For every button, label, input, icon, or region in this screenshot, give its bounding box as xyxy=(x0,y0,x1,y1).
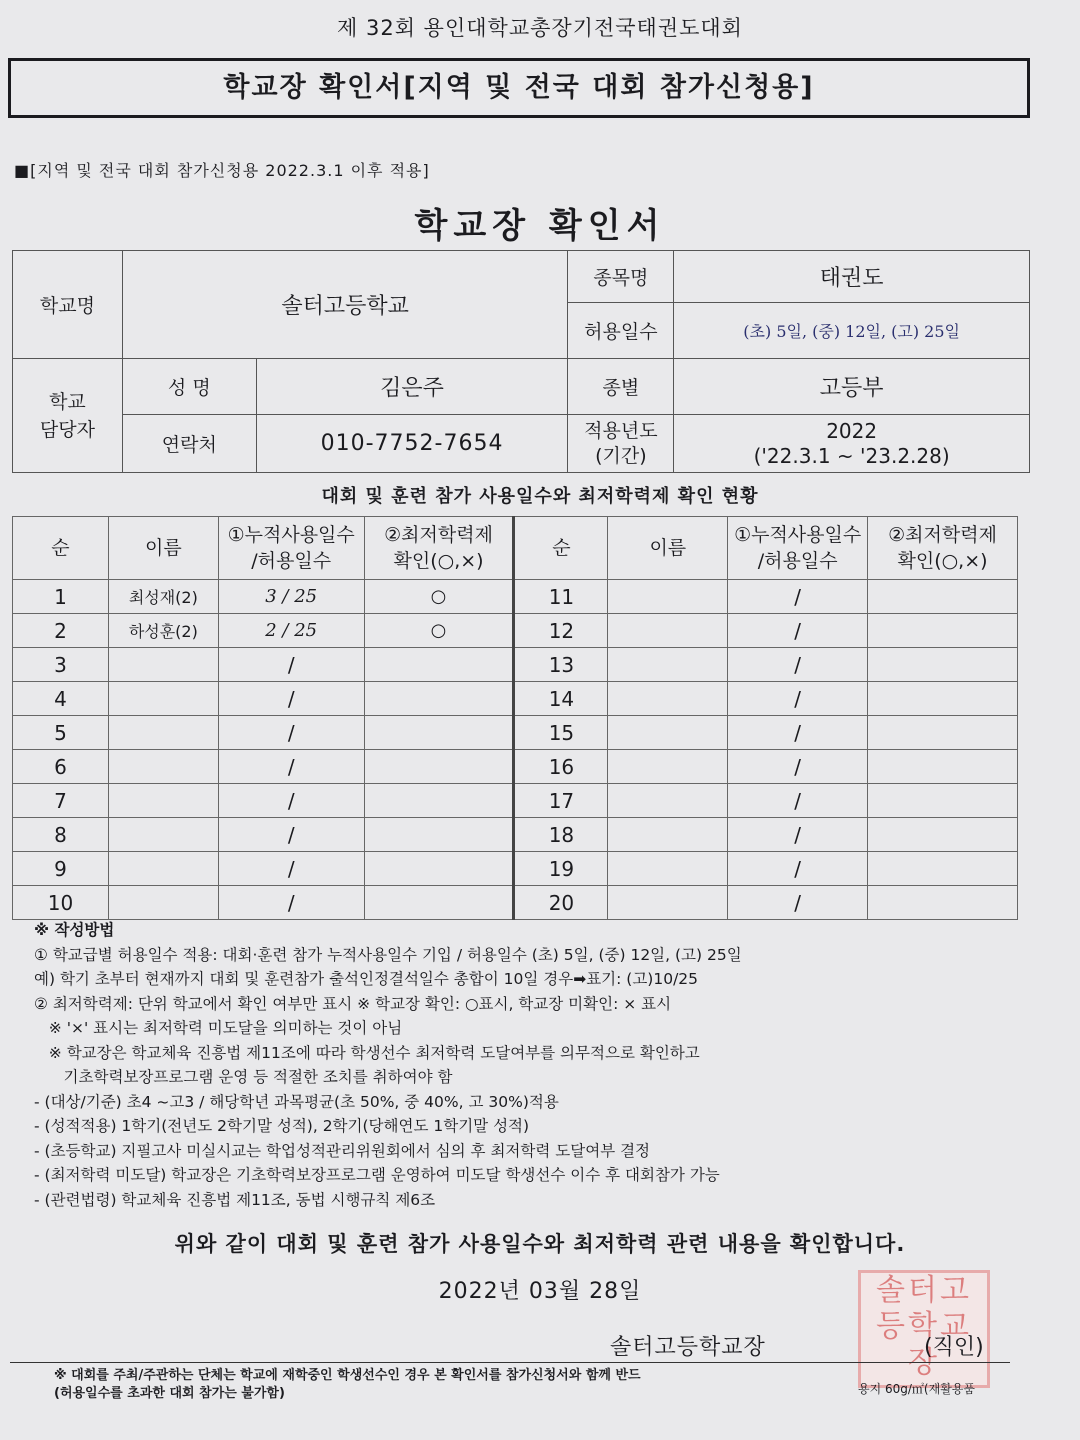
header-name: 이름 xyxy=(108,517,218,580)
footer-line: ※ 대회를 주최/주관하는 단체는 학교에 재학중인 학생선수인 경우 본 확인서를 참가신청서와 함께 반드 xyxy=(54,1368,641,1383)
issue-date: 2022년 03월 28일 xyxy=(438,1279,642,1304)
instruction-line: - (성적적용) 1학기(전년도 2학기말 성적), 2학기(당해연도 1학기말 성적) xyxy=(34,1117,530,1135)
school-value: 솔터고등학교 xyxy=(122,251,568,359)
footer-line: (허용일수를 초과한 대회 참가는 불가함) xyxy=(54,1386,285,1401)
header-no: 순 xyxy=(13,517,109,580)
table-row: 4 / 14 / xyxy=(13,682,1018,716)
table-row: 8 / 18 / xyxy=(13,818,1018,852)
header-no: 순 xyxy=(514,517,608,580)
instruction-line: 예) 학기 초부터 현재까지 대회 및 훈련참가 출석인정결석일수 총합이 10일 경우➡표기: (고)10/25 xyxy=(34,970,699,988)
instruction-line: - (대상/기준) 초4 ~고3 / 해당학년 과목평균(초 50%, 중 40%, 고 30%)적용 xyxy=(34,1092,559,1111)
section-title: 대회 및 훈련 참가 사용일수와 최저학력제 확인 현황 xyxy=(321,486,759,507)
info-table xyxy=(12,250,1030,473)
header-days: ①누적사용일수 /허용일수 xyxy=(728,517,868,580)
table-row: 10 / 20 / xyxy=(13,886,1018,920)
seal-chars: 솔터고등학교장 xyxy=(876,1273,972,1380)
instruction-line: ① 학교급별 허용일수 적용: 대회·훈련 참가 누적사용일수 기입 / 허용일수 (초) 5일, (중) 12일, (고) 25일 xyxy=(34,945,742,964)
year-label: 적용년도 (기간) xyxy=(568,415,674,473)
header-days: ①누적사용일수 /허용일수 xyxy=(218,517,364,580)
instruction-heading: ※ 작성방법 xyxy=(34,921,115,939)
instruction-line: ※ '×' 표시는 최저학력 미도달을 의미하는 것이 아님 xyxy=(34,1019,403,1037)
table-row: 6 / 16 / xyxy=(13,750,1018,784)
year-value: 2022 ('22.3.1 ~ '23.2.28) xyxy=(674,415,1030,473)
instruction-line: - (관련법령) 학교체육 진흥법 제11조, 동법 시행규칙 제6조 xyxy=(34,1190,436,1209)
division-value: 고등부 xyxy=(674,359,1030,415)
name-value: 김은주 xyxy=(256,359,568,415)
allowed-days-label: 허용일수 xyxy=(568,303,674,359)
contact-label: 연락처 xyxy=(122,415,256,473)
instruction-line: 기초학력보장프로그램 운영 등 적절한 조치를 취하여야 함 xyxy=(34,1068,453,1086)
form-title-box: 학교장 확인서[지역 및 전국 대회 참가신청용] xyxy=(8,58,1030,118)
paper-spec: 용지 60g/㎡(재활용품 xyxy=(858,1382,975,1396)
allowed-days-value: (초) 5일, (중) 12일, (고) 25일 xyxy=(674,303,1030,359)
sport-value: 태권도 xyxy=(674,251,1030,303)
school-label: 학교명 xyxy=(13,251,123,359)
table-row: 3 / 13 / xyxy=(13,648,1018,682)
seal-label: (직인) xyxy=(924,1335,984,1360)
table-row: 1 최성재(2) 3 / 25 ○ 11 / xyxy=(13,580,1018,614)
header-check: ②최저학력제 확인(○,×) xyxy=(364,517,514,580)
instruction-line: ② 최저학력제: 단위 학교에서 확인 여부만 표시 ※ 학교장 확인: ○표시, 학교장 미확인: × 표시 xyxy=(34,994,672,1013)
manager-label: 학교 담당자 xyxy=(13,359,123,473)
confirmation-statement: 위와 같이 대회 및 훈련 참가 사용일수와 최저학력 관련 내용을 확인합니다. xyxy=(174,1232,906,1256)
table-row: 2 하성훈(2) 2 / 25 ○ 12 / xyxy=(13,614,1018,648)
instructions xyxy=(34,918,1024,1212)
form-note: ■[지역 및 전국 대회 참가신청용 2022.3.1 이후 적용] xyxy=(14,161,430,180)
document-title: 학교장 확인서 xyxy=(414,206,666,246)
table-row: 7 / 17 / xyxy=(13,784,1018,818)
instruction-line: - (최저학력 미도달) 학교장은 기초학력보장프로그램 운영하여 미도달 학생선수 이수 후 대회참가 가능 xyxy=(34,1166,720,1184)
event-title: 제 32회 용인대학교총장기전국태권도대회 xyxy=(337,16,743,40)
table-row: 5 / 15 / xyxy=(13,716,1018,750)
division-label: 종별 xyxy=(568,359,674,415)
name-label: 성 명 xyxy=(122,359,256,415)
contact-value: 010-7752-7654 xyxy=(256,415,568,473)
principal-name: 솔터고등학교장 xyxy=(610,1335,766,1360)
header-name: 이름 xyxy=(608,517,728,580)
sport-label: 종목명 xyxy=(568,251,674,303)
instruction-line: - (초등학교) 지필고사 미실시교는 학업성적관리위원회에서 심의 후 최저학력 도달여부 결정 xyxy=(34,1141,651,1160)
days-table xyxy=(12,516,1018,920)
table-row: 9 / 19 / xyxy=(13,852,1018,886)
header-check: ②최저학력제 확인(○,×) xyxy=(868,517,1018,580)
instruction-line: ※ 학교장은 학교체육 진흥법 제11조에 따라 학생선수 최저학력 도달여부를 의무적으로 확인하고 xyxy=(34,1043,700,1062)
